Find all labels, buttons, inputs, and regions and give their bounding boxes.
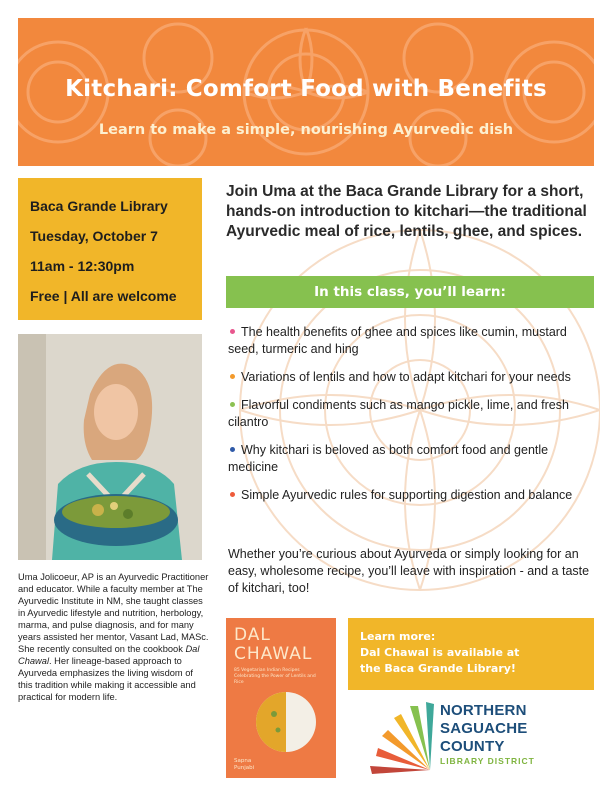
list-item-text: Simple Ayurvedic rules for supporting digestion and balance [241,488,573,502]
book-cover-title-line1: DAL [234,625,271,645]
logo-line2: SAGUACHE [440,720,528,737]
bio-text-after: . Her lineage-based approach to Ayurveda emphasizes the living wisdom of this tradition while making it accessible and practical for modern life. [18,656,196,702]
list-item [228,442,588,476]
learn-more-box [348,618,594,690]
event-info-box [18,178,202,320]
book-cover-author [234,758,254,772]
event-admission: Free | All are welcome [30,288,177,304]
list-item-text: Variations of lentils and how to adapt kitchari for your needs [241,370,571,384]
logo-line1: NORTHERN [440,702,527,719]
bullet-dot-icon [230,492,235,497]
sunburst-logo-icon [368,700,438,780]
learn-more-line3: the Baca Grande Library! [360,662,516,675]
book-cover-title-line2: CHAWAL [234,644,313,664]
header-banner [18,18,594,166]
logo-line3: COUNTY [440,738,505,755]
book-cover-author-line1: Sapna [234,758,252,764]
list-item-text: Why kitchari is beloved as both comfort food and gentle medicine [228,443,549,474]
event-date: Tuesday, October 7 [30,228,158,244]
book-cover-subtitle: 85 Vegetarian Indian Recipes Celebrating the Power of Lentils and Rice [234,668,316,685]
bio-book-title: Dal Chawal [18,644,200,666]
list-item [228,369,588,386]
food-plate-icon [226,618,336,778]
intro-paragraph: Join Uma at the Baca Grande Library for a short, hands-on introduction to kitchari—the traditional Ayurvedic meal of rice, lentils, ghee, and spices. [226,183,587,240]
book-cover [226,618,336,778]
outro-paragraph: Whether you’re curious about Ayurveda or simply looking for an easy, wholesome recipe, you’ll leave with inspiration - and a taste of kitchari, too! [228,547,590,595]
list-item [228,487,588,504]
list-item-text: The health benefits of ghee and spices like cumin, mustard seed, turmeric and hing [228,325,567,356]
presenter-portrait-icon [18,334,202,560]
learn-more-label: Learn more: [360,630,436,643]
logo-line4: LIBRARY DISTRICT [440,756,535,766]
learn-list [228,324,588,515]
page-title: Kitchari: Comfort Food with Benefits [65,76,547,102]
page-subtitle: Learn to make a simple, nourishing Ayurvedic dish [98,122,514,138]
bullet-dot-icon [230,329,235,334]
list-item [228,397,588,431]
event-location: Baca Grande Library [30,198,168,214]
event-time: 11am - 12:30pm [30,258,135,274]
bullet-dot-icon [230,447,235,452]
list-item-text: Flavorful condiments such as mango pickle, lime, and fresh cilantro [228,398,569,429]
library-district-logo [368,700,594,780]
bio-text-before: Uma Jolicoeur, AP is an Ayurvedic Practitioner and educator. While a faculty member at The Ayurvedic Institute in NM, she taught classes in Ayurvedic lifestyle and nutrition, herbology, marma, and pulse diagnosis, and for many years assisted her mentor, Vasant Lad, MASc. She recently consulted on the cookbook [18,572,209,654]
presenter-photo [18,334,202,560]
book-cover-author-line2: Punjabi [234,765,255,771]
bullet-dot-icon [230,402,235,407]
learn-heading: In this class, you’ll learn: [226,276,594,308]
presenter-bio [18,571,210,703]
list-item [228,324,588,358]
learn-more-line2: Dal Chawal is available at [360,646,520,659]
bullet-dot-icon [230,374,235,379]
